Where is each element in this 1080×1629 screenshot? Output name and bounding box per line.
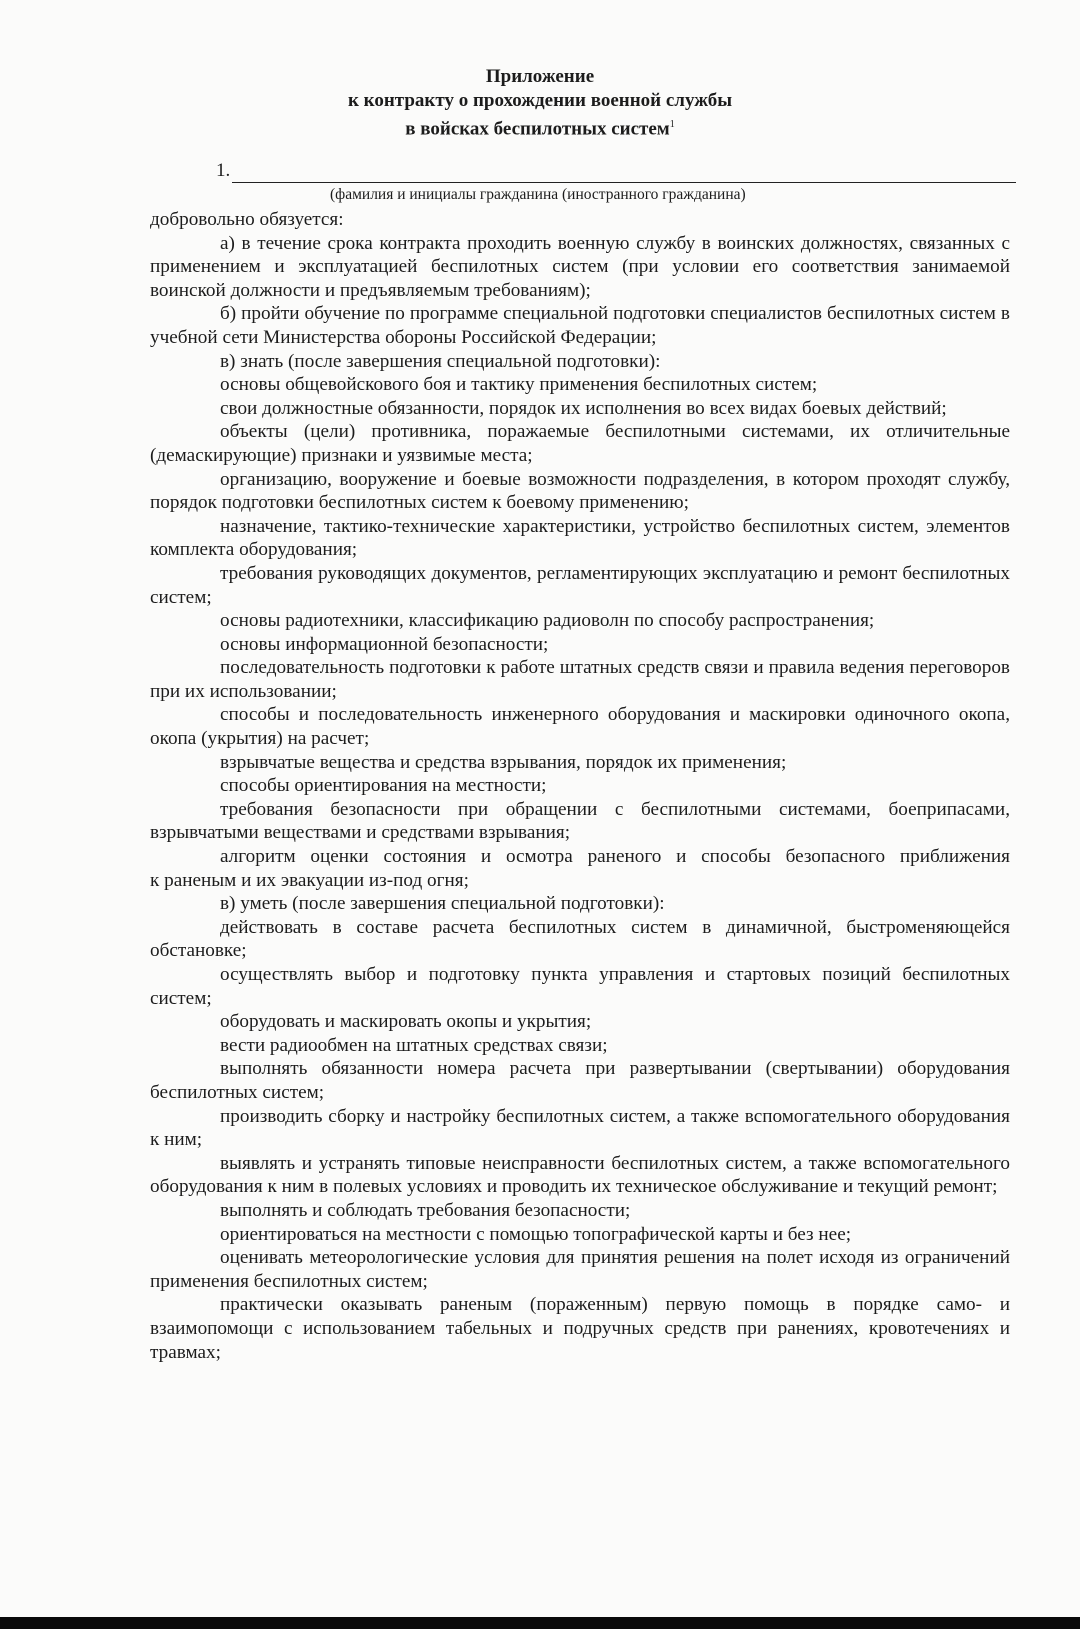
paragraph: к раненым и их эвакуации из-под огня; [150,869,469,891]
paragraph: ориентироваться на местности с помощью топографической карты и без нее; [220,1223,852,1245]
header-title: Приложение [485,66,595,87]
paragraph: добровольно обязуется: [150,209,344,230]
paragraph: основы радиотехники, классификацию радиоволн по способу распространения; [220,610,875,632]
paragraph: в) уметь (после завершения специальной подготовки): [220,893,665,915]
document-body [150,208,1010,1364]
paragraph: практически оказывать раненым (пораженным) первую помощь в порядке само- и взаимопомощи с использованием табельных и подручных средств при ранениях, кровотечениях и травмах; [150,1294,1010,1363]
name-field [216,160,1016,186]
paragraph: осуществлять выбор и подготовку пункта управления и стартовых позиций беспилотных систем; [150,964,1010,1009]
header-subtitle-1: к контракту о прохождении военной службы [347,90,733,111]
paragraph: способы и последовательность инженерного оборудования и маскировки одиночного окопа, окопа (укрытия) на расчет; [150,704,1010,750]
paragraph: алгоритм оценки состояния и осмотра раненого и способы безопасного приближения [220,846,1010,868]
paragraph: вести радиообмен на штатных средствах связи; [220,1034,608,1056]
paragraph: выполнять обязанности номера расчета при развертывании (свертывании) оборудования беспилотных систем; [150,1058,1010,1103]
paragraph: основы информационной безопасности; [220,633,549,655]
paragraph: выявлять и устранять типовые неисправности беспилотных систем, а также вспомогательного оборудования к ним в полевых условиях и проводить их техническое обслуживание и текущий ремонт; [150,1152,1010,1198]
paragraph: требования безопасности при обращении с беспилотными системами, боеприпасами, взрывчатыми веществами и средствами взрывания; [150,798,1010,844]
footnote-marker: 1 [669,119,675,130]
paragraph: объекты (цели) противника, поражаемые беспилотными системами, их отличительные (демаскирующие) признаки и уязвимые места; [150,421,1010,466]
item-number: 1. [216,160,231,181]
paragraph: взрывчатые вещества и средства взрывания, порядок их применения; [220,751,787,773]
paragraph: а) в течение срока контракта проходить военную службу в воинских должностях, связанных с применением и эксплуатацией беспилотных систем (при условии его соответствия занимаемой воинской должности и предъявляемым требованиям); [150,232,1010,301]
blank-underline [232,182,1016,183]
header-subtitle-2-text: в войсках беспилотных систем [405,118,670,140]
paragraph: оценивать метеорологические условия для принятия решения на полет исходя из ограничений применения беспилотных систем; [150,1247,1010,1292]
paragraph: выполнять и соблюдать требования безопасности; [220,1199,631,1221]
paragraph: свои должностные обязанности, порядок их исполнения во всех видах боевых действий; [220,397,947,419]
document-header [0,65,1080,141]
paragraph: б) пройти обучение по программе специальной подготовки специалистов беспилотных систем в учебной сети Министерства обороны Российской Федерации; [150,303,1010,348]
paragraph: действовать в составе расчета беспилотных систем в динамичной, быстроменяющейся обстановке; [150,916,1010,962]
paragraph: последовательность подготовки к работе штатных средств связи и правила ведения переговоров при их использовании; [150,657,1010,702]
paragraph: основы общевойскового боя и тактику применения беспилотных систем; [220,374,818,396]
header-subtitle-2 [0,113,1080,141]
paragraph: организацию, вооружение и боевые возможности подразделения, в котором проходят службу, порядок подготовки беспилотных систем к боевому применению; [150,468,1010,514]
paragraph: требования руководящих документов, регламентирующих эксплуатацию и ремонт беспилотных систем; [150,562,1010,608]
scan-bottom-edge [0,1617,1080,1629]
field-caption: (фамилия и инициалы гражданина (иностранного гражданина) [330,186,746,203]
paragraph: производить сборку и настройку беспилотных систем, а также вспомогательного оборудования к ним; [150,1105,1010,1151]
paragraph: назначение, тактико-технические характеристики, устройство беспилотных систем, элементов комплекта оборудования; [150,515,1010,561]
paragraph: способы ориентирования на местности; [220,775,547,797]
paragraph: оборудовать и маскировать окопы и укрытия; [220,1011,592,1033]
paragraph: в) знать (после завершения специальной подготовки): [220,350,661,372]
